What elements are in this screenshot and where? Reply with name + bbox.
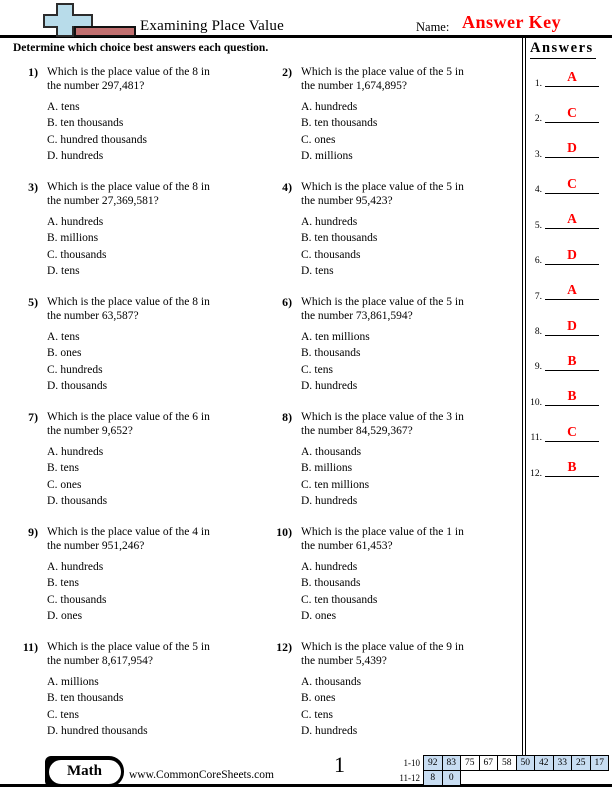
choice: C. ten millions <box>301 478 370 491</box>
question-column-right <box>272 64 518 754</box>
choice: C. hundreds <box>47 363 103 376</box>
question-line: the number 27,369,581? <box>47 194 159 207</box>
score-row <box>390 755 609 771</box>
answer-letter: C <box>567 423 577 439</box>
choice: A. millions <box>47 676 99 688</box>
score-table <box>390 755 609 786</box>
choice: B. ten thousands <box>47 692 124 705</box>
answer-letter: C <box>567 175 577 191</box>
answer-row <box>528 342 608 377</box>
subject-label: Math <box>49 760 121 784</box>
choices <box>301 329 518 395</box>
choice: D. hundred thousands <box>47 725 148 738</box>
choices <box>301 674 518 740</box>
answer-blank-line <box>545 335 599 336</box>
answer-number: 2. <box>534 114 542 125</box>
score-cell: 42 <box>534 755 554 771</box>
answer-blank-line <box>545 86 599 87</box>
answer-blank-line <box>545 405 599 406</box>
answer-letter: A <box>567 211 577 227</box>
choice: D. tens <box>301 265 334 278</box>
question-number: 8) <box>282 410 292 424</box>
score-cell: 58 <box>497 755 517 771</box>
question-7 <box>18 409 264 524</box>
question-number: 5) <box>28 295 38 309</box>
choice: D. hundreds <box>47 150 104 163</box>
score-cell: 33 <box>553 755 573 771</box>
choice: D. thousands <box>47 495 108 508</box>
answer-row <box>528 235 608 270</box>
answer-letter: B <box>567 388 577 404</box>
question-line: Which is the place value of the 1 in <box>301 526 464 538</box>
score-cell: 75 <box>460 755 480 771</box>
question-number: 2) <box>282 65 292 79</box>
choice: A. tens <box>47 331 80 343</box>
question-text <box>47 181 210 208</box>
score-cell: 17 <box>590 755 610 771</box>
answer-row <box>528 58 608 93</box>
page-title: Examining Place Value <box>140 18 284 34</box>
choice: D. ones <box>301 610 337 623</box>
question-text <box>301 66 464 93</box>
question-4 <box>272 179 518 294</box>
question-number: 11) <box>22 640 38 654</box>
answer-row <box>528 271 608 306</box>
choices <box>301 99 518 165</box>
answer-letter: A <box>567 282 577 298</box>
question-line: Which is the place value of the 8 in <box>47 66 210 78</box>
answer-number: 10. <box>530 397 542 408</box>
choices <box>47 444 264 510</box>
score-cell: 92 <box>423 755 443 771</box>
choice: A. hundreds <box>47 446 104 458</box>
answer-row <box>528 164 608 199</box>
answer-number: 7. <box>534 291 542 302</box>
question-text <box>301 296 464 323</box>
question-line: Which is the place value of the 8 in <box>47 296 210 308</box>
question-9 <box>18 524 264 639</box>
website-url: www.CommonCoreSheets.com <box>129 769 274 781</box>
question-text <box>301 526 464 553</box>
choices <box>301 214 518 280</box>
question-text <box>301 641 464 668</box>
score-row-label: 1-10 <box>403 758 420 768</box>
choice: D. tens <box>47 265 80 278</box>
choice: A. hundreds <box>47 561 104 573</box>
answer-blank-line <box>545 228 599 229</box>
answer-row <box>528 412 608 447</box>
answer-number: 11. <box>530 433 542 444</box>
answer-number: 4. <box>534 185 542 196</box>
question-line: Which is the place value of the 8 in <box>47 181 210 193</box>
answer-blank-line <box>545 122 599 123</box>
answer-row <box>528 129 608 164</box>
answer-number: 9. <box>534 362 542 373</box>
choice: C. ones <box>301 133 336 146</box>
answer-letter: A <box>567 69 577 85</box>
answers-divider <box>522 37 526 756</box>
choice: D. hundreds <box>301 495 358 508</box>
choice: B. ten thousands <box>301 232 378 245</box>
answer-number: 12. <box>530 468 542 479</box>
score-cell: 0 <box>442 770 462 786</box>
choice: A. hundreds <box>301 101 358 113</box>
question-line: the number 84,529,367? <box>301 424 413 437</box>
choice: C. hundred thousands <box>47 133 147 146</box>
question-number: 7) <box>28 410 38 424</box>
question-text <box>47 526 210 553</box>
score-cell: 67 <box>479 755 499 771</box>
choice: B. ten thousands <box>301 117 378 130</box>
answer-row <box>528 93 608 128</box>
answer-letter: C <box>567 104 577 120</box>
choice: D. ones <box>47 610 83 623</box>
choice: A. hundreds <box>301 561 358 573</box>
choices <box>47 99 264 165</box>
choice: D. hundreds <box>301 380 358 393</box>
choice: C. thousands <box>47 248 107 261</box>
answer-row <box>528 377 608 412</box>
question-line: Which is the place value of the 5 in <box>301 296 464 308</box>
question-line: the number 1,674,895? <box>301 79 408 92</box>
choices <box>47 214 264 280</box>
choice: B. thousands <box>301 577 361 590</box>
question-line: the number 73,861,594? <box>301 309 413 322</box>
page-number: 1 <box>334 752 345 777</box>
subject-badge <box>45 756 124 787</box>
answer-key-label: Answer Key <box>462 12 562 32</box>
answer-blank-line <box>545 264 599 265</box>
choice: D. millions <box>301 150 353 163</box>
answer-row <box>528 448 608 483</box>
choice: B. tens <box>47 577 79 590</box>
answer-number: 6. <box>534 256 542 267</box>
question-line: Which is the place value of the 5 in <box>301 66 464 78</box>
question-1 <box>18 64 264 179</box>
answers-list <box>528 58 608 483</box>
score-cell: 25 <box>571 755 591 771</box>
question-number: 4) <box>282 180 292 194</box>
answer-number: 3. <box>534 149 542 160</box>
answer-number: 5. <box>534 220 542 231</box>
answer-blank-line <box>545 193 599 194</box>
question-2 <box>272 64 518 179</box>
answer-blank-line <box>545 299 599 300</box>
question-line: the number 5,439? <box>301 654 387 667</box>
choice: B. millions <box>47 232 99 245</box>
choice: A. hundreds <box>301 216 358 228</box>
choice: C. tens <box>301 363 333 376</box>
question-line: the number 61,453? <box>301 539 393 552</box>
question-column-left <box>18 64 264 754</box>
choices <box>301 444 518 510</box>
question-line: Which is the place value of the 5 in <box>47 641 210 653</box>
question-number: 6) <box>282 295 292 309</box>
answer-blank-line <box>545 476 599 477</box>
choice: A. thousands <box>301 676 362 688</box>
name-label: Name: <box>416 20 450 34</box>
question-line: Which is the place value of the 9 in <box>301 641 464 653</box>
choices <box>47 674 264 740</box>
question-12 <box>272 639 518 754</box>
question-text <box>47 296 210 323</box>
question-number: 10) <box>276 525 292 539</box>
choices <box>47 559 264 625</box>
question-line: the number 951,246? <box>47 539 145 552</box>
choice: B. millions <box>301 462 353 475</box>
question-text <box>301 181 464 208</box>
question-line: the number 9,652? <box>47 424 133 437</box>
answer-row <box>528 306 608 341</box>
score-cell: 83 <box>442 755 462 771</box>
score-row <box>390 770 609 786</box>
question-11 <box>18 639 264 754</box>
question-number: 3) <box>28 180 38 194</box>
question-line: Which is the place value of the 3 in <box>301 411 464 423</box>
question-6 <box>272 294 518 409</box>
answer-blank-line <box>545 370 599 371</box>
question-number: 1) <box>28 65 38 79</box>
choice: D. hundreds <box>301 725 358 738</box>
answer-letter: D <box>567 246 577 262</box>
choice: B. ten thousands <box>47 117 124 130</box>
answer-letter: D <box>567 140 577 156</box>
answer-blank-line <box>545 157 599 158</box>
answer-blank-line <box>545 441 599 442</box>
question-text <box>301 411 464 438</box>
question-number: 9) <box>28 525 38 539</box>
question-text <box>47 411 210 438</box>
answer-letter: B <box>567 459 577 475</box>
choices <box>47 329 264 395</box>
question-10 <box>272 524 518 639</box>
choice: B. tens <box>47 462 79 475</box>
question-line: Which is the place value of the 5 in <box>301 181 464 193</box>
question-number: 12) <box>276 640 292 654</box>
instructions-text: Determine which choice best answers each question. <box>13 42 269 54</box>
choice: B. ones <box>47 347 82 360</box>
question-line: Which is the place value of the 6 in <box>47 411 210 423</box>
answer-row <box>528 200 608 235</box>
answer-letter: D <box>567 317 577 333</box>
choice: A. tens <box>47 101 80 113</box>
question-line: the number 8,617,954? <box>47 654 154 667</box>
choice: C. tens <box>301 708 333 721</box>
score-cell: 8 <box>423 770 443 786</box>
choice: B. thousands <box>301 347 361 360</box>
choice: A. hundreds <box>47 216 104 228</box>
choice: C. tens <box>47 708 79 721</box>
choices <box>301 559 518 625</box>
answer-number: 8. <box>534 327 542 337</box>
commoncoresheets-plus-logo-icon <box>40 0 140 38</box>
answer-letter: B <box>567 352 577 368</box>
answer-number: 1. <box>534 78 542 89</box>
question-line: the number 95,423? <box>301 194 393 207</box>
question-line: the number 63,587? <box>47 309 139 322</box>
question-text <box>47 641 210 668</box>
question-line: the number 297,481? <box>47 79 145 92</box>
question-3 <box>18 179 264 294</box>
choice: D. thousands <box>47 380 108 393</box>
question-line: Which is the place value of the 4 in <box>47 526 210 538</box>
choice: A. ten millions <box>301 331 370 343</box>
choice: C. ten thousands <box>301 593 378 606</box>
choice: B. ones <box>301 692 336 705</box>
choice: C. thousands <box>47 593 107 606</box>
choice: A. thousands <box>301 446 362 458</box>
answers-title: Answers <box>530 40 596 59</box>
choice: C. thousands <box>301 248 361 261</box>
score-row-label: 11-12 <box>399 773 420 783</box>
question-5 <box>18 294 264 409</box>
question-8 <box>272 409 518 524</box>
choice: C. ones <box>47 478 82 491</box>
score-cell: 50 <box>516 755 536 771</box>
question-text <box>47 66 210 93</box>
